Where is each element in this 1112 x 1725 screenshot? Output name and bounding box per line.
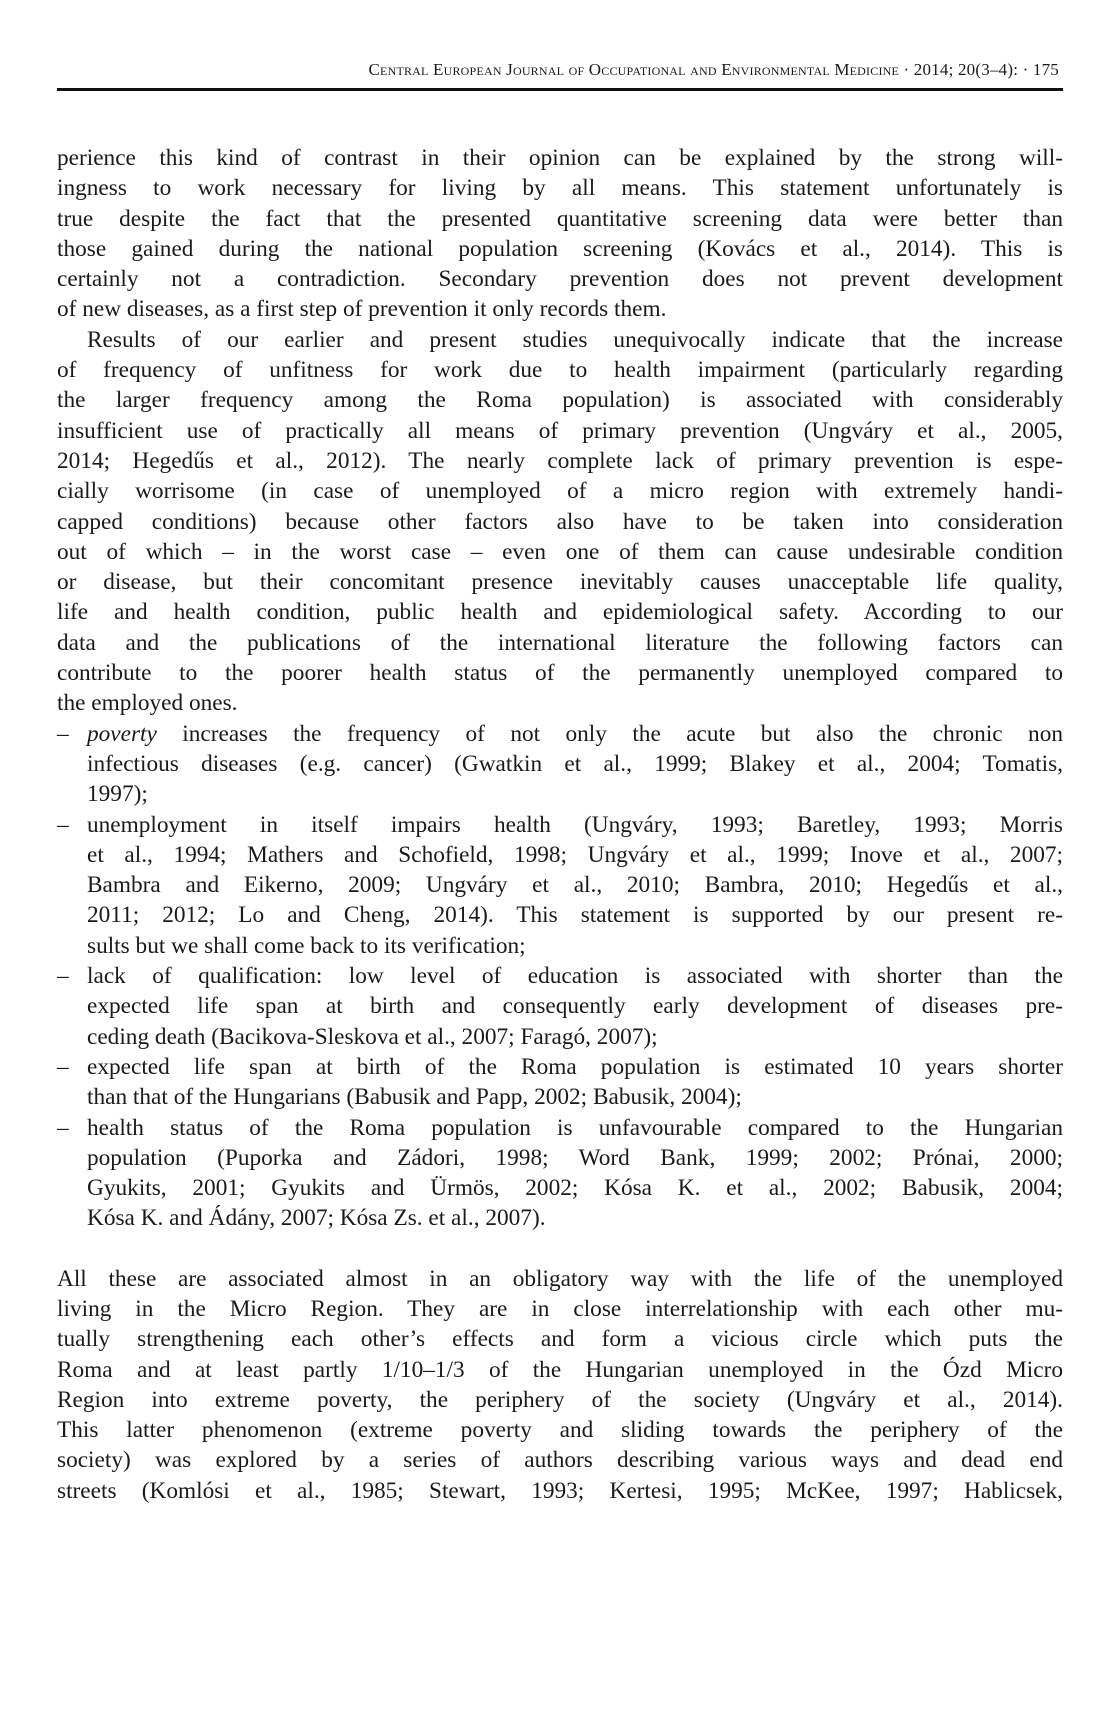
paragraph-3 xyxy=(57,1264,1063,1506)
text-line: et al., 1994; Mathers and Schofield, 1998; Ungváry et al., 1999; Inove et al., 2007; xyxy=(87,841,1063,868)
bullet-dash: – xyxy=(57,1053,69,1080)
text-line: certainly not a contradiction. Secondary prevention does not prevent development xyxy=(57,266,1063,293)
bullet-dash: – xyxy=(57,963,69,990)
text-line: insufficient use of practically all means of primary prevention (Ungváry et al., 2005, xyxy=(57,417,1063,444)
citation-info: · 2014; 20(3–4): · 175 xyxy=(903,60,1059,79)
text-line: perience this kind of contrast in their opinion can be explained by the strong will- xyxy=(57,145,1063,171)
text-line: – health status of the Roma population is unfavourable compared to the Hungarian xyxy=(57,1113,1063,1143)
text-line: contribute to the poorer health status of the permanently unemployed compared to xyxy=(57,660,1063,687)
list-item-poverty xyxy=(57,719,1063,810)
text-line: tually strengthening each other’s effects and form a vicious circle which puts the xyxy=(57,1326,1063,1353)
list-item-qualification xyxy=(57,961,1063,1052)
list-item-health-status xyxy=(57,1113,1063,1234)
text-line: population (Puporka and Zádori, 1998; Word Bank, 1999; 2002; Prónai, 2000; xyxy=(87,1144,1063,1171)
text-line: the employed ones. xyxy=(57,690,238,717)
text-line: of frequency of unfitness for work due to health impairment (particularly regarding xyxy=(57,357,1063,384)
text-line: This latter phenomenon (extreme poverty and sliding towards the periphery of the xyxy=(57,1417,1063,1444)
text-line: Region into extreme poverty, the periphery of the society (Ungváry et al., 2014). xyxy=(57,1386,1063,1413)
text-line: than that of the Hungarians (Babusik and Papp, 2002; Babusik, 2004); xyxy=(87,1084,742,1111)
text-line: of new diseases, as a first step of prevention it only records them. xyxy=(57,296,667,323)
text-line: society) was explored by a series of authors describing various ways and dead end xyxy=(57,1447,1063,1474)
text-line: living in the Micro Region. They are in close interrelationship with each other mu- xyxy=(57,1295,1063,1322)
text-line: – unemployment in itself impairs health (Ungváry, 1993; Baretley, 1993; Morris xyxy=(57,810,1063,840)
article-body xyxy=(57,143,1063,1506)
bullet-dash: – xyxy=(57,1114,69,1141)
bullet-dash: – xyxy=(57,811,69,838)
text-line: – poverty increases the frequency of not only the acute but also the chronic non xyxy=(57,719,1063,749)
text-line: those gained during the national population screening (Kovács et al., 2014). This is xyxy=(57,235,1063,262)
bullet-dash: – xyxy=(57,720,69,747)
text-line: – lack of qualification: low level of education is associated with shorter than the xyxy=(57,961,1063,991)
text-line: true despite the fact that the presented quantitative screening data were better than xyxy=(57,205,1063,232)
text-line: or disease, but their concomitant presence inevitably causes unacceptable life quality, xyxy=(57,569,1063,596)
text-line: expected life span at birth and consequently early development of diseases pre- xyxy=(87,993,1063,1020)
factor-list xyxy=(57,719,1063,1234)
running-header xyxy=(57,58,1063,91)
list-item-life-span xyxy=(57,1052,1063,1113)
text-line: data and the publications of the international literature the following factors can xyxy=(57,629,1063,656)
text-line: infectious diseases (e.g. cancer) (Gwatkin et al., 1999; Blakey et al., 2004; Tomatis, xyxy=(87,750,1063,777)
text-line: life and health condition, public health and epidemiological safety. According to our xyxy=(57,599,1063,626)
text-line: streets (Komlósi et al., 1985; Stewart, 1993; Kertesi, 1995; McKee, 1997; Hablicsek, xyxy=(57,1477,1063,1504)
text-line: 2011; 2012; Lo and Cheng, 2014). This statement is supported by our present re- xyxy=(87,902,1063,929)
emphasis-poverty: poverty xyxy=(87,720,157,747)
text-line: ceding death (Bacikova-Sleskova et al., 2007; Faragó, 2007); xyxy=(87,1023,658,1050)
text-line: Kósa K. and Ádány, 2007; Kósa Zs. et al., 2007). xyxy=(87,1205,546,1232)
text-line: Gyukits, 2001; Gyukits and Ürmös, 2002; Kósa K. et al., 2002; Babusik, 2004; xyxy=(87,1175,1063,1202)
text-line: out of which – in the worst case – even one of them can cause undesirable condition xyxy=(57,538,1063,565)
text-line: cially worrisome (in case of unemployed of a micro region with extremely handi- xyxy=(57,478,1063,505)
text-line: sults but we shall come back to its verification; xyxy=(87,932,526,959)
text-line: ingness to work necessary for living by all means. This statement unfortunately is xyxy=(57,175,1063,202)
text-line: Results of our earlier and present studies unequivocally indicate that the increase xyxy=(87,326,1063,353)
text-line: the larger frequency among the Roma population) is associated with considerably xyxy=(57,387,1063,414)
text-line: Roma and at least partly 1/10–1/3 of the Hungarian unemployed in the Ózd Micro xyxy=(57,1356,1063,1383)
text-line: Bambra and Eikerno, 2009; Ungváry et al., 2010; Bambra, 2010; Hegedűs et al., xyxy=(87,872,1063,899)
paragraph-2 xyxy=(57,325,1063,719)
text-line: All these are associated almost in an obligatory way with the life of the unemployed xyxy=(57,1265,1063,1292)
text-line: 1997); xyxy=(87,781,148,808)
text-line: 2014; Hegedűs et al., 2012). The nearly complete lack of primary prevention is espe- xyxy=(57,447,1063,474)
journal-header-text xyxy=(369,60,1059,80)
text-line: capped conditions) because other factors also have to be taken into consideration xyxy=(57,508,1063,535)
text-line: – expected life span at birth of the Roma population is estimated 10 years shorter xyxy=(57,1052,1063,1082)
list-item-unemployment xyxy=(57,810,1063,961)
journal-title: Central European Journal of Occupational and Environmental Medicine xyxy=(368,60,900,79)
paragraph-1 xyxy=(57,143,1063,325)
paragraph-gap xyxy=(57,1234,1063,1264)
